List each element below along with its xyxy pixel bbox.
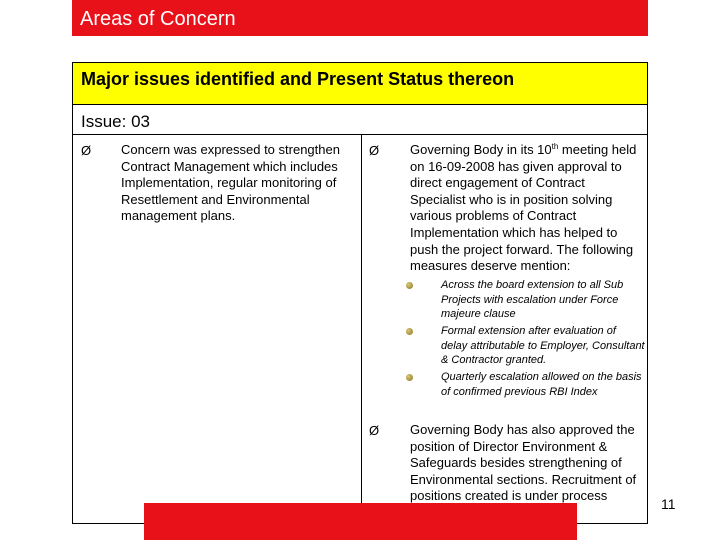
table-header-text: Major issues identified and Present Status thereon	[81, 69, 515, 89]
page-number: 11	[661, 496, 676, 512]
issue-row	[73, 105, 647, 135]
arrow-bullet-icon: Ø	[81, 143, 92, 158]
issue-table	[72, 62, 648, 524]
arrow-bullet-icon: Ø	[369, 423, 380, 438]
concern-text: Concern was expressed to strengthen Contract Management which includes Implementation, regular monitoring of Resettlement and Environmental management plans.	[121, 142, 340, 224]
round-bullet-icon	[406, 374, 413, 381]
column-divider	[361, 135, 362, 525]
measure-item: Across the board extension to all Sub Projects with escalation under Force majeure clause	[441, 279, 624, 321]
round-bullet-icon	[406, 328, 413, 335]
measure-item: Quarterly escalation allowed on the basis of confirmed previous RBI Index	[441, 371, 642, 398]
footer-red-bar	[144, 503, 577, 540]
round-bullet-icon	[406, 282, 413, 289]
status-text-2: Governing Body has also approved the position of Director Environment & Safeguards besides strengthening of Environmental sections. Recruitment of positions created is under process	[410, 422, 637, 504]
slide-title: Areas of Concern	[80, 8, 236, 30]
status-text-1: Governing Body in its 10th meeting held on 16-09-2008 has given approval to direct engagement of Contract Specialist who is in position solving various problems of Contract Implementation which has helped to push the project forward. The following measures deserve mention:	[410, 142, 637, 274]
title-banner	[72, 0, 648, 36]
arrow-bullet-icon: Ø	[369, 143, 380, 158]
issue-label: Issue: 03	[81, 112, 150, 131]
table-header-row	[73, 63, 647, 105]
measure-item: Formal extension after evaluation of delay attributable to Employer, Consultant & Contractor granted.	[441, 325, 645, 367]
